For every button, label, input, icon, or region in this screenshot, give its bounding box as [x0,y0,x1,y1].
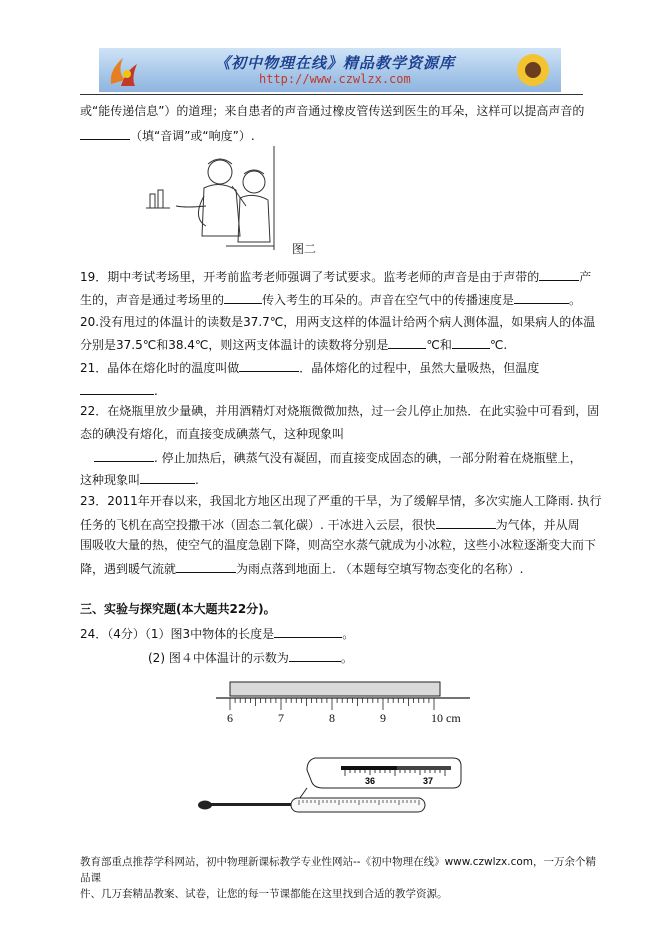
banner-title: 《初中物理在线》精品教学资源库 [215,54,456,72]
q22-line3: . 停止加热后，碘蒸气没有凝固，而直接变成固态的碘，一部分附着在烧瓶壁上， [94,449,582,466]
q21-line1: 21．晶体在熔化时的温度叫做 ．晶体熔化的过程中，虽然大量吸热，但温度 [80,361,540,375]
q22-line2: 态的碘没有熔化，而直接变成碘蒸气，这种现象叫 [80,427,345,441]
answer-blank[interactable] [140,471,195,484]
ruler-label: 8 [329,711,335,725]
answer-blank[interactable] [94,449,154,462]
q20-line1: 20.没有甩过的体温计的读数是37.7℃，用两支这样的体温计给两个病人测体温，如果病人的体温 [80,315,596,329]
answer-blank[interactable] [289,649,341,662]
q-prev-line2: （填“音调”或“响度”）. [80,127,255,144]
answer-blank[interactable] [239,359,299,372]
answer-blank[interactable] [80,127,130,140]
banner-url: http://www.czwlzx.com [259,72,411,86]
ruler-label: 6 [227,711,233,725]
q19-line1: 19．期中考试考场里，开考前监考老师强调了考试要求。监考老师的声音是由于声带的 产 [80,270,592,284]
measured-object [230,682,440,696]
figure2-caption: 图二 [292,242,317,256]
header-rule [80,94,583,95]
ruler-label: 7 [278,711,284,725]
q-prev-line1: 或“能传递信息”）的道理；来自患者的声音通过橡皮管传送到医生的耳朵，这样可以提高声音的 [80,104,585,118]
answer-blank[interactable] [452,336,490,349]
footer-line2: 件、几万套精品教案、试卷，让您的每一节课都能在这里找到合适的教学资源。 [80,888,448,900]
section3-title: 三、实验与探究题(本大题共22分)。 [80,602,276,616]
figure-thermometer [195,756,475,814]
answer-blank[interactable] [80,382,154,395]
answer-blank[interactable] [436,516,496,529]
footer [80,854,600,902]
q24-line2: (2) 图４中体温计的示数为 。 [148,651,353,665]
figure-doctor-stethoscope [146,146,288,250]
q23-line1: 23．2011年开春以来，我国北方地区出现了严重的干旱，为了缓解旱情，多次实施人工降雨. 执行 [80,494,602,508]
sunflower-icon [503,48,561,92]
ruler-label: 10 cm [431,711,461,725]
q22-line1: 22．在烧瓶里放少量碘，并用酒精灯对烧瓶微微加热，过一会儿停止加热．在此实验中可看到，固 [80,404,600,418]
answer-blank[interactable] [388,336,426,349]
thermometer-label-37: 37 [423,776,434,786]
thermometer-label-36: 36 [365,776,376,786]
answer-blank[interactable] [224,291,262,304]
answer-blank[interactable] [274,625,342,638]
q19-line2: 生的，声音是通过考场里的 传入考生的耳朵的。声音在空气中的传播速度是 。 [80,293,582,307]
q20-line2: 分别是37.5℃和38.4℃，则这两支体温计的读数将分别是 ℃和 ℃. [80,338,508,352]
header-banner [99,48,561,92]
q22-line4: 这种现象叫 . [80,473,199,487]
ruler-label: 9 [380,711,386,725]
q21-line2: . [80,382,158,399]
q24-line1: 24．（4分）（1）图3中物体的长度是 。 [80,627,355,641]
figure-ruler [210,680,480,726]
footer-line1: 教育部重点推荐学科网站，初中物理新课标教学专业性网站--《初中物理在线》www.czwlzx.com，一万余个精品课 [80,856,596,884]
answer-blank[interactable] [514,291,569,304]
q23-line2: 任务的飞机在高空投撒干冰（固态二氧化碳）. 干冰进入云层，很快 为气体，并从周 [80,518,580,532]
answer-blank[interactable] [176,560,236,573]
q23-line3: 围吸收大量的热，使空气的温度急剧下降，则高空水蒸气就成为小冰粒，这些小冰粒逐渐变大而下 [80,538,597,552]
q23-line4: 降，遇到暖气流就 为雨点落到地面上. （本题每空填写物态变化的名称）. [80,562,524,576]
logo-icon [103,50,143,90]
answer-blank[interactable] [539,268,579,281]
